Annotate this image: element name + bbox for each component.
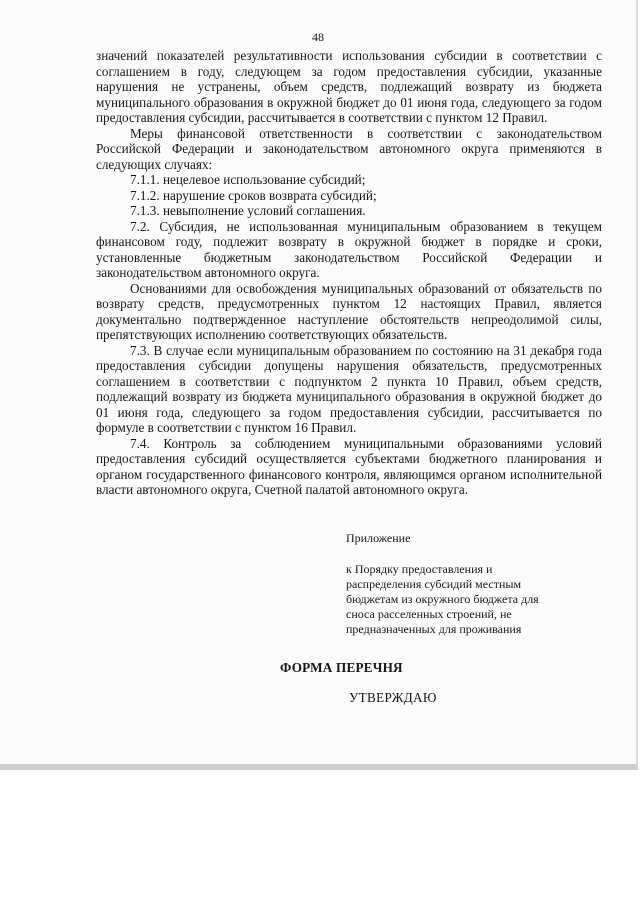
appendix-label: Приложение bbox=[346, 531, 411, 545]
list-item-7-1-3: 7.1.3. невыполнение условий соглашения. bbox=[130, 203, 366, 218]
form-title: ФОРМА ПЕРЕЧНЯ bbox=[280, 660, 403, 675]
body-text bbox=[96, 48, 602, 498]
paragraph-continuation: значений показателей результативности использования субсидии в соответствии с соглашением в году, следующем за годом предоставления субсидии, указанные нарушения не устранены, объем средств, подлежащий возврату из бюджета муниципального образования в окружной бюджет до 01 июня года, следующего за годом предоставления субсидии, рассчитывается в соответствии с пунктом 12 Правил. bbox=[96, 48, 602, 125]
list-item-7-1-2: 7.1.2. нарушение сроков возврата субсидий; bbox=[130, 187, 377, 203]
appendix-line: распределения субсидий местным bbox=[346, 577, 522, 591]
paragraph-7-3: 7.3. В случае если муниципальным образованием по состоянию на 31 декабря года предоставления субсидии допущены нарушения обязательств, предусмотренных соглашением в соответствии с подпунктом 2 пункта 10 Правил, объем средств, подлежащий возврату из бюджета муниципального образования в окружной бюджет до 01 июня года, следующего за годом предоставления субсидии, рассчитывается по формуле в соответствии с пунктом 16 Правил. bbox=[96, 342, 602, 435]
appendix-line: бюджетам из окружного бюджета для bbox=[346, 592, 539, 606]
paragraph-liability: Меры финансовой ответственности в соответствии с законодательством Российской Федерации и законодательством автономного округа применяются в следующих случаях: bbox=[96, 125, 602, 172]
appendix-line: сноса расселенных строений, не bbox=[346, 607, 512, 621]
approve-heading: УТВЕРЖДАЮ bbox=[349, 690, 437, 705]
appendix-line: к Порядку предоставления и bbox=[346, 562, 493, 576]
paragraph-exemption: Основаниями для освобождения муниципальных образований от обязательств по возврату средств, предусмотренных пунктом 12 настоящих Правил, является документально подтвержденное наступление обстоятельств непреодолимой силы, препятствующих исполнению соответствующих обязательств. bbox=[96, 280, 602, 342]
page-number: 48 bbox=[312, 30, 324, 44]
paragraph-7-2: 7.2. Субсидия, не использованная муниципальным образованием в текущем финансовом году, подлежит возврату в окружной бюджет в порядке и сроки, установленные бюджетным законодательством Российской Федерации и законодательством автономного округа. bbox=[96, 218, 602, 280]
appendix-line: предназначенных для проживания bbox=[346, 622, 522, 636]
paragraph-7-4: 7.4. Контроль за соблюдением муниципальными образованиями условий предоставления субсидий осуществляется субъектами бюджетного планирования и органом государственного финансового контроля, являющимся органом исполнительной власти автономного округа, Счетной палатой автономного округа. bbox=[96, 435, 602, 497]
list-item-7-1-1: 7.1.1. нецелевое использование субсидий; bbox=[130, 172, 366, 187]
appendix-block bbox=[346, 531, 586, 637]
